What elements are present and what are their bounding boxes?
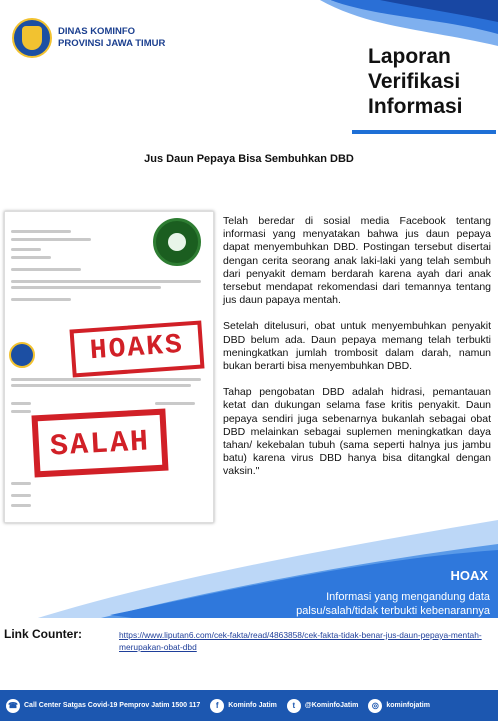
report-title-line3: Informasi [368,95,463,118]
footer-instagram[interactable] [368,699,430,713]
facebook-handle: Kominfo Jatim [228,702,277,709]
twitter-icon: t [287,699,301,713]
footer-call-center [6,699,200,713]
paragraph-1: Telah beredar di sosial media Facebook tentang informasi yang menyatakan bahwa jus daun pepaya dapat menyembuhkan DBD. Postingan tersebut disertai dengan cerita seorang anak laki-laki yang telah sembuh dari penyakit demam berdarah karena ayah dari anak tersebut mendapat rekomendasi dari temannya tentang jus daun papaya mentah. [223,215,491,307]
footer-twitter[interactable] [287,699,359,713]
report-title [368,44,496,119]
green-badge-icon [153,218,201,266]
org-name-line2: PROVINSI JAWA TIMUR [58,38,166,49]
verdict-label: HOAX [450,568,488,583]
link-counter-label: Link Counter: [4,627,82,641]
report-title-line1: Laporan [368,45,451,68]
hoaks-stamp: HOAKS [69,320,204,377]
paragraph-3: Tahap pengobatan DBD adalah hidrasi, pemantauan ketat dan dukungan selama fase kritis penyakit. Daun pepaya sendiri juga sebenarnya bukanlah sebagai obat DBD melainkan sebagai suplemen meningkatkan daya tahan/ kekebalan tubuh (sama seperti halnya jus jambu batu) karena virus DBD hanya bisa ditangkal dengan vaksin." [223,386,491,478]
page-headline: Jus Daun Pepaya Bisa Sembuhkan DBD [144,153,354,165]
jatim-logo-icon [12,18,52,58]
footer-facebook[interactable] [210,699,277,713]
salah-stamp: SALAH [31,409,168,478]
link-counter-url[interactable]: https://www.liputan6.com/cek-fakta/read/4863858/cek-fakta-tidak-benar-jus-daun-pepaya-mentah-merupakan-obat-dbd [119,630,482,652]
org-name-line1: DINAS KOMINFO [58,26,136,37]
footer-bar [0,690,498,721]
paragraph-2: Setelah ditelusuri, obat untuk menyembuhkan penyakit DBD belum ada. Daun pepaya memang telah terbukti meningkatkan jumlah trombosit dalam darah, namun bukan berarti bisa menyembuhkan DBD. [223,320,491,373]
brand-header [12,18,165,58]
instagram-handle: kominfojatim [386,702,430,709]
instagram-icon: ◎ [368,699,382,713]
call-center-text: Call Center Satgas Covid-19 Pemprov Jatim 1500 117 [24,702,201,709]
verdict-description: Informasi yang mengandung data palsu/salah/tidak terbukti kebenarannya [296,591,490,617]
evidence-screenshot [4,211,214,523]
phone-icon: ☎ [6,699,20,713]
facebook-icon: f [210,699,224,713]
report-title-line2: Verifikasi [368,70,461,93]
article-body [223,215,491,492]
twitter-handle: @KominfoJatim [304,702,359,709]
jatim-stamp-logo-icon [9,342,35,368]
title-underline [352,130,496,134]
